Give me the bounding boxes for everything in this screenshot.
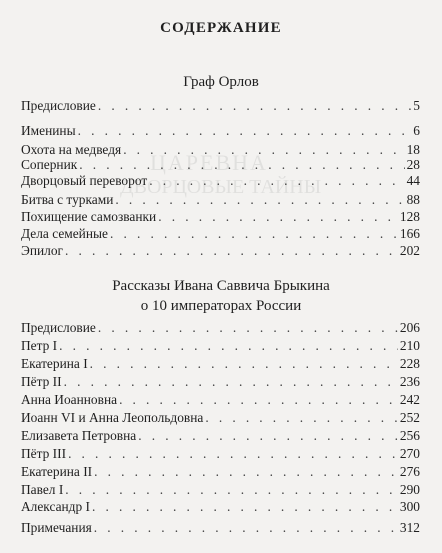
toc-entry xyxy=(21,318,420,338)
toc-entry-label: Дела семейные xyxy=(21,226,108,241)
toc-entry-page: 18 xyxy=(406,142,420,157)
toc-entry-label: Предисловие xyxy=(21,98,96,113)
toc-entry-page: 88 xyxy=(406,192,420,207)
toc-leader-dots xyxy=(94,462,398,482)
toc-entry-page: 206 xyxy=(399,320,420,335)
bleed-through-text: ЦАРЕВНА xyxy=(150,150,268,175)
toc-leader-dots xyxy=(94,518,398,538)
toc-entry-page: 236 xyxy=(399,374,420,389)
toc-leader-dots xyxy=(149,171,404,191)
toc-leader-dots xyxy=(90,354,398,374)
toc-leader-dots xyxy=(65,241,398,261)
part2-title-line2: о 10 императорах России xyxy=(140,298,302,314)
toc-entry-page: 166 xyxy=(399,226,420,241)
toc-leader-dots xyxy=(59,336,398,356)
toc-leader-dots xyxy=(64,372,398,392)
toc-leader-dots xyxy=(92,497,398,517)
toc-entry-page: 28 xyxy=(406,157,420,172)
toc-entry-label: Битва с турками xyxy=(21,192,114,207)
toc-entry-label: Екатерина II xyxy=(21,464,93,479)
toc-entry-label: Екатерина I xyxy=(21,356,88,371)
toc-leader-dots xyxy=(138,426,398,446)
toc-entry-page: 270 xyxy=(399,446,420,461)
toc-entry-label: Елизавета Петровна xyxy=(21,428,137,443)
toc-entry-label: Иоанн VI и Анна Леопольдовна xyxy=(21,410,204,425)
toc-entry-label: Пётр III xyxy=(21,446,67,461)
toc-entry-page: 210 xyxy=(399,338,420,353)
toc-entry-label: Именины xyxy=(21,123,76,138)
toc-entry xyxy=(21,408,420,428)
toc-entry-label: Петр I xyxy=(21,338,58,353)
toc-entry xyxy=(21,462,420,482)
bleed-through-text: ДВОРЦОВЫЕ ТАЙНЫ xyxy=(120,176,322,198)
toc-entry-page: 5 xyxy=(413,98,420,113)
toc-entry-label: Пётр II xyxy=(21,374,62,389)
toc-entry-label: Анна Иоанновна xyxy=(21,392,118,407)
toc-entry-page: 256 xyxy=(399,428,420,443)
toc-leader-dots xyxy=(98,318,398,338)
toc-entry xyxy=(21,96,420,116)
toc-entry-label: Павел I xyxy=(21,482,64,497)
toc-entry xyxy=(21,444,420,464)
toc-leader-dots xyxy=(205,408,398,428)
toc-entry-page: 128 xyxy=(399,209,420,224)
toc-entry xyxy=(21,390,420,410)
toc-entry-label: Дворцовый переворот xyxy=(21,173,148,188)
toc-entry-page: 290 xyxy=(399,482,420,497)
toc-entry-page: 44 xyxy=(406,173,420,188)
toc-entry xyxy=(21,354,420,374)
toc-entry xyxy=(21,171,420,191)
toc-entry xyxy=(21,518,420,538)
toc-entry-page: 6 xyxy=(413,123,420,138)
toc-entry-label: Александр I xyxy=(21,499,90,514)
toc-leader-dots xyxy=(78,121,412,141)
toc-entry-label: Примечания xyxy=(21,520,92,535)
page-title: СОДЕРЖАНИЕ xyxy=(160,20,282,36)
toc-entry xyxy=(21,426,420,446)
toc-entry xyxy=(21,241,420,261)
toc-entry-page: 276 xyxy=(399,464,420,479)
part2-title-line1: Рассказы Ивана Саввича Брыкина xyxy=(112,278,330,294)
toc-entry xyxy=(21,497,420,517)
toc-entry-page: 252 xyxy=(399,410,420,425)
toc-entry-page: 202 xyxy=(399,243,420,258)
toc-entry-label: Предисловие xyxy=(21,320,96,335)
toc-entry xyxy=(21,121,420,141)
toc-leader-dots xyxy=(98,96,411,116)
toc-entry-label: Соперник xyxy=(21,157,78,172)
toc-entry-label: Похищение самозванки xyxy=(21,209,157,224)
toc-entry-page: 242 xyxy=(399,392,420,407)
toc-entry-page: 228 xyxy=(399,356,420,371)
toc-entry-page: 312 xyxy=(399,520,420,535)
toc-leader-dots xyxy=(119,390,398,410)
toc-entry xyxy=(21,336,420,356)
toc-entry-page: 300 xyxy=(399,499,420,514)
toc-entry-label: Охота на медведя xyxy=(21,142,122,157)
part1-title: Граф Орлов xyxy=(183,74,259,90)
toc-entry-label: Эпилог xyxy=(21,243,64,258)
toc-entry xyxy=(21,372,420,392)
toc-leader-dots xyxy=(68,444,398,464)
